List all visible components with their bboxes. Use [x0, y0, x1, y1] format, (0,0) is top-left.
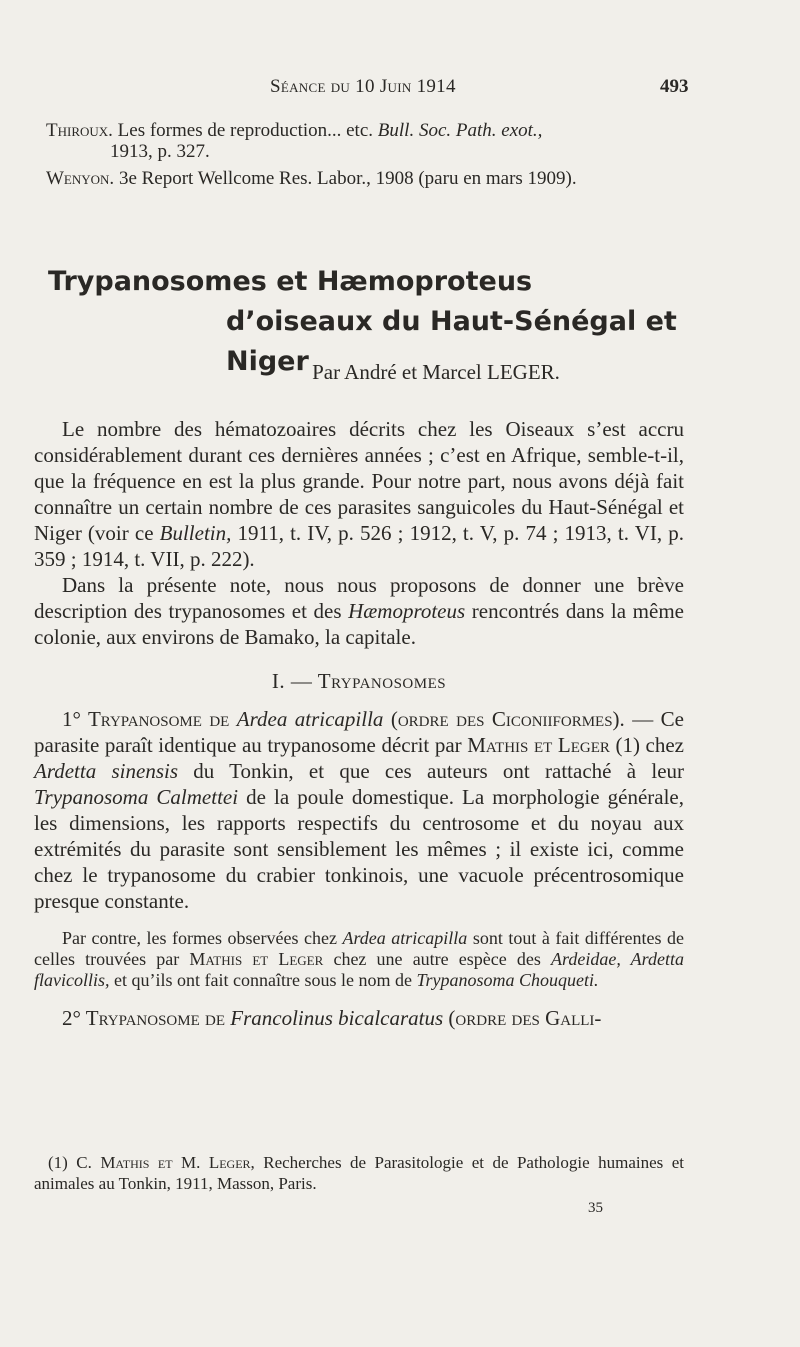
p3-text-a: — Ce parasite paraît identique au trypanosome décrit par [34, 707, 684, 757]
byline [0, 360, 800, 385]
p2-text-b: rencontrés dans la même colonie, aux environs de Bamako, la capitale. [34, 599, 684, 649]
p4-text-b: sont tout à fait différentes de celles trouvées par [34, 928, 684, 969]
p3-authors: Mathis et Leger [467, 733, 610, 757]
p3-label: 1° Trypanosome de [62, 707, 237, 731]
references [46, 120, 706, 189]
p5-order: (ordre des Galli- [443, 1006, 602, 1030]
signature-mark: 35 [588, 1200, 603, 1216]
paragraph-4 [34, 928, 684, 991]
reference-2 [46, 168, 706, 189]
title-line-1: Trypanosomes et Hæmoproteus [48, 266, 533, 297]
p2-italic: Hæmoproteus [348, 599, 466, 623]
p4-authors: Mathis et Leger [189, 949, 324, 969]
p1-italic: Bulletin, [159, 521, 232, 545]
p5-label: 2° Trypanosome de [62, 1006, 231, 1030]
p3-text-c: du Tonkin, et que ces auteurs ont rattaché à leur [178, 759, 685, 783]
footnote-authors: C. Mathis et M. Leger, [76, 1153, 255, 1172]
article-body [34, 416, 684, 1031]
p4-text-d: et qu’ils ont fait connaître sous le nom de [109, 970, 417, 990]
ref1-author: Thiroux. [46, 120, 113, 141]
p3-species-2: Ardetta sinensis [34, 759, 178, 783]
p4-text-c: chez une autre espèce des [323, 949, 552, 969]
ref2-author: Wenyon. [46, 168, 115, 189]
p4-species-2: Trypanosoma Chouqueti. [416, 970, 599, 990]
footnote [34, 1152, 684, 1194]
paragraph-3 [34, 706, 684, 914]
ref2-text: 3e Report Wellcome Res. Labor., 1908 (paru en mars 1909). [114, 168, 577, 189]
paragraph-1 [34, 416, 684, 572]
ref1-continuation: 1913, p. 327. [110, 141, 210, 162]
p3-species: Ardea atricapilla [236, 707, 384, 731]
running-head [0, 76, 800, 102]
paragraph-2 [34, 572, 684, 650]
p2-text-a: Dans la présente note, nous nous proposons de donner une brève description des trypanosomes et des [34, 573, 684, 623]
p3-text-d: de la poule domestique. La morphologie générale, les dimensions, les rapports respectifs du centrosome et du noyau aux extrémités du parasite sont sensiblement les mêmes ; il existe ici, comme chez le trypanosome du crabier tonkinois, une vacuole précentrosomique presque constante. [34, 785, 684, 913]
ref1-text: Les formes de reproduction... etc. [112, 120, 378, 141]
p3-species-3: Trypanosoma Calmettei [34, 785, 239, 809]
footnote-body: Recherches de Parasitologie et de Pathologie humaines et animales au Tonkin, 1911, Masson, Paris. [34, 1153, 684, 1193]
title-line-2: d’oiseaux du Haut-Sénégal et Niger [226, 306, 677, 377]
footnote-text [34, 1152, 684, 1194]
page-number: 493 [660, 76, 689, 97]
ref1-journal: Bull. Soc. Path. exot., [377, 120, 543, 141]
running-title: Séance du 10 Juin 1914 [270, 76, 456, 97]
p5-species: Francolinus bicalcaratus [230, 1006, 444, 1030]
p1-text-a: Le nombre des hématozoaires décrits chez les Oiseaux s’est accru considérablement durant ces dernières années ; c’est en Afrique, semble-t-il, que la fréquence en est la plus grande. Pour notre part, nous avons déjà fait connaître un certain nombre de ces parasites sanguicoles du Haut-Sénégal et Niger (voir ce [34, 417, 684, 545]
p4-family: Ardeidae, Ardetta flavicollis, [34, 949, 684, 990]
section-heading: I. — Trypanosomes [271, 669, 447, 693]
footnote-marker: (1) [48, 1153, 77, 1172]
p4-text-a: Par contre, les formes observées chez [62, 928, 343, 948]
p1-text-b: 1911, t. IV, p. 526 ; 1912, t. V, p. 74 ; 1913, t. VI, p. 359 ; 1914, t. VII, p. 222). [34, 521, 685, 571]
paragraph-5 [34, 1005, 684, 1031]
p4-species: Ardea atricapilla [342, 928, 468, 948]
byline-text: Par André et Marcel LEGER. [312, 360, 560, 384]
p3-text-b: (1) chez [609, 733, 684, 757]
reference-1 [46, 120, 706, 141]
p3-order: (ordre des Ciconiiformes). [383, 707, 625, 731]
